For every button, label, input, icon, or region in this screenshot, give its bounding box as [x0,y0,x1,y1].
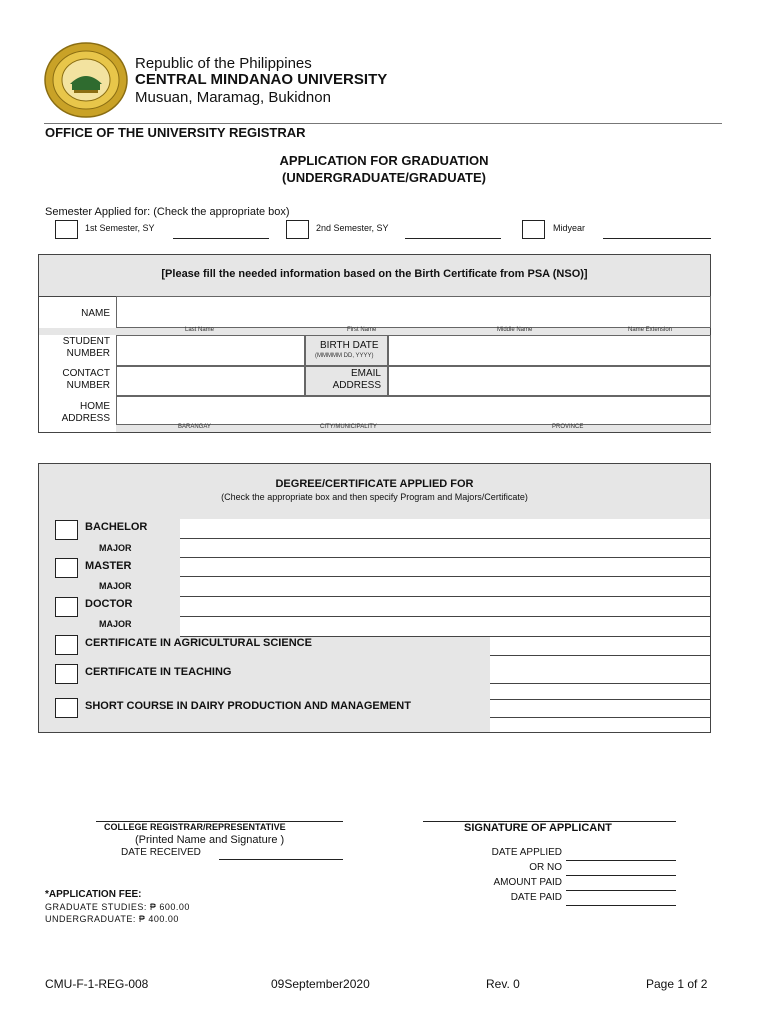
header-university: CENTRAL MINDANAO UNIVERSITY [135,71,388,88]
contact-number-label-1: CONTACT [62,368,110,379]
dairy-course-checkbox[interactable] [55,698,78,718]
student-number-label-2: NUMBER [66,348,110,359]
header-address: Musuan, Maramag, Bukidnon [135,89,331,106]
degree-title: DEGREE/CERTIFICATE APPLIED FOR [275,478,474,490]
header-divider [44,123,722,124]
personal-info-note: [Please fill the needed information based on the Birth Certificate from PSA (NSO)] [161,268,588,280]
address-part-barangay: BARANGAY [178,424,211,430]
application-fee-label: *APPLICATION FEE: [45,889,142,900]
agri-cert-label: CERTIFICATE IN AGRICULTURAL SCIENCE [85,637,312,649]
master-program-line[interactable] [180,576,710,577]
name-part-first: First Name [347,327,377,333]
date-paid-line[interactable] [566,905,676,906]
midyear-label: Midyear [553,223,586,233]
name-part-last: Last Name [185,327,215,333]
doctor-label: DOCTOR [85,598,133,610]
home-address-label-2: ADDRESS [61,413,110,424]
second-semester-checkbox[interactable] [286,220,309,239]
doctor-checkbox[interactable] [55,597,78,617]
address-part-province: PROVINCE [552,424,584,430]
bachelor-major-label: MAJOR [99,543,132,553]
master-checkbox[interactable] [55,558,78,578]
name-label: NAME [81,308,110,319]
dairy-course-line[interactable] [490,717,710,718]
birth-date-label: BIRTH DATE [320,340,379,351]
second-semester-label: 2nd Semester, SY [316,223,389,233]
or-no-line[interactable] [566,875,676,876]
birth-date-format: (MMMMM DD, YYYY) [315,353,374,359]
form-revision: Rev. 0 [486,977,520,991]
dairy-course-label: SHORT COURSE IN DAIRY PRODUCTION AND MANAGEMENT [85,700,411,712]
semester-label: Semester Applied for: (Check the appropriate box) [45,206,290,218]
midyear-line[interactable] [603,238,711,239]
bachelor-label: BACHELOR [85,521,148,533]
date-received-line[interactable] [219,859,343,860]
master-major-line[interactable] [180,596,710,597]
date-received-label: DATE RECEIVED [121,847,201,858]
midyear-checkbox[interactable] [522,220,545,239]
email-label-1: EMAIL [350,368,381,379]
master-major-label: MAJOR [99,581,132,591]
amount-paid-label: AMOUNT PAID [493,877,562,888]
address-part-city: CITY/MUNICIPALITY [320,424,377,430]
first-semester-label: 1st Semester, SY [85,223,155,233]
header-country: Republic of the Philippines [135,55,312,72]
university-seal-logo [44,42,128,118]
name-part-extension: Name Extension [628,327,673,333]
page-number: Page 1 of 2 [646,977,708,991]
first-semester-checkbox[interactable] [55,220,78,239]
name-input[interactable] [116,296,711,328]
form-code: CMU-F-1-REG-008 [45,977,149,991]
form-title: APPLICATION FOR GRADUATION [279,153,489,168]
birth-date-input[interactable] [388,335,711,366]
registrar-label: COLLEGE REGISTRAR/REPRESENTATIVE [104,822,286,832]
teaching-cert-label: CERTIFICATE IN TEACHING [85,666,232,678]
applicant-signature-label: SIGNATURE OF APPLICANT [464,822,612,834]
form-subtitle: (UNDERGRADUATE/GRADUATE) [282,170,486,185]
student-number-label-1: STUDENT [62,336,110,347]
teaching-cert-line[interactable] [490,683,710,684]
office-title: OFFICE OF THE UNIVERSITY REGISTRAR [45,125,306,140]
agri-cert-line[interactable] [490,655,710,656]
registrar-note: (Printed Name and Signature ) [135,834,285,846]
email-label-2: ADDRESS [332,380,381,391]
or-no-label: OR NO [529,862,562,873]
student-number-input[interactable] [116,335,305,366]
degree-subtitle: (Check the appropriate box and then specify Program and Majors/Certificate) [221,492,528,502]
second-semester-sy-line[interactable] [405,238,501,239]
contact-number-label-2: NUMBER [66,380,110,391]
date-applied-line[interactable] [566,860,676,861]
email-input[interactable] [388,366,711,396]
teaching-cert-checkbox[interactable] [55,664,78,684]
first-semester-sy-line[interactable] [173,238,269,239]
degree-fields-area [180,519,710,637]
name-part-middle: Middle Name [497,327,533,333]
bachelor-program-line[interactable] [180,538,710,539]
agri-cert-checkbox[interactable] [55,635,78,655]
form-date: 09September2020 [271,977,370,991]
bachelor-major-line[interactable] [180,557,710,558]
doctor-program-line[interactable] [180,616,710,617]
home-address-input[interactable] [116,396,711,425]
doctor-major-label: MAJOR [99,619,132,629]
undergraduate-fee: UNDERGRADUATE: ₱ 400.00 [45,914,179,924]
contact-number-input[interactable] [116,366,305,396]
amount-paid-line[interactable] [566,890,676,891]
home-address-label-1: HOME [80,401,110,412]
master-label: MASTER [85,560,132,572]
date-paid-label: DATE PAID [510,892,562,903]
date-applied-label: DATE APPLIED [491,847,562,858]
graduate-fee: GRADUATE STUDIES: ₱ 600.00 [45,902,190,912]
teaching-cert-line-2[interactable] [490,699,710,700]
bachelor-checkbox[interactable] [55,520,78,540]
